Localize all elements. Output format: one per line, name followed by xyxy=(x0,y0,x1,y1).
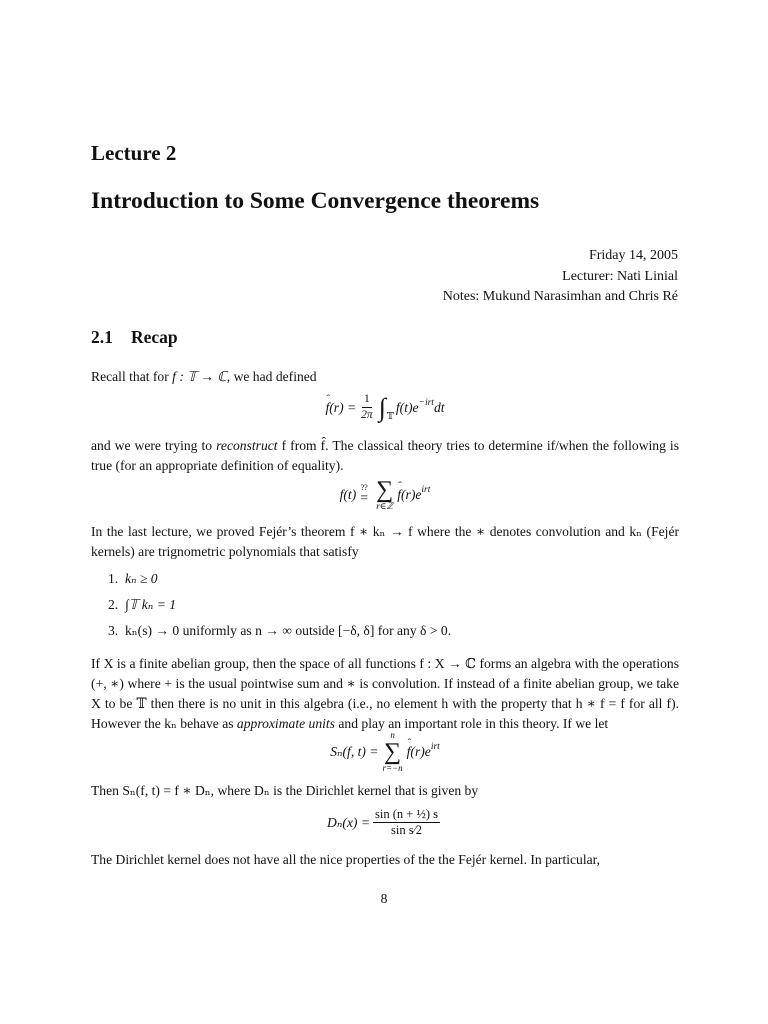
sum-index: r=−n xyxy=(382,763,403,773)
eq-question-marks: ?? xyxy=(360,482,368,492)
page-title: Introduction to Some Convergence theorems xyxy=(91,188,540,214)
eq-lhs: ˆ f(r) = xyxy=(325,400,356,416)
text-run: Recall that for xyxy=(91,369,173,384)
list-number: 2. xyxy=(108,597,119,612)
integral-sign-icon: ∫ xyxy=(378,392,386,422)
eq-lhs: f(t) xyxy=(339,486,357,502)
list-item xyxy=(108,592,451,618)
list-text: kₙ ≥ 0 xyxy=(125,571,158,586)
text-run: f from f̂. The classical theory tries to determine if/when the following is true (for an appropriate definition of equality). xyxy=(91,438,679,473)
paragraph-algebra xyxy=(91,654,679,734)
eq-exponent: irt xyxy=(430,742,440,752)
eq-fraction xyxy=(359,393,375,422)
list-number: 1. xyxy=(108,571,119,586)
eq-body: ˆ f(r)e xyxy=(407,744,431,760)
eq-fraction xyxy=(373,808,440,837)
lecturer: Lecturer: Nati Linial xyxy=(562,268,678,284)
eq-body: ˆ f(r)e xyxy=(397,487,421,503)
list-text: kₙ(s) → 0 uniformly as n → ∞ outside [−δ, δ] for any δ > 0. xyxy=(125,623,452,638)
frac-denominator: sin s⁄2 xyxy=(391,823,422,837)
section-title: Recap xyxy=(131,327,178,347)
sigma-icon: ∑ xyxy=(384,739,402,765)
summation xyxy=(376,478,393,511)
lecture-label: Lecture 2 xyxy=(91,141,177,165)
text-run: If X is a finite abelian group, then the space of all functions f : X → ℂ forms an algebra with the operations (+, ∗) where + is the usual pointwise sum and ∗ is convolution. If instead of a finite abelian group, we take X to be 𝕋 then there is no unit in this algebra (i.e., no element h with the property that h ∗ f = f for all f). However the kₙ behave as xyxy=(91,656,679,731)
section-heading xyxy=(91,327,178,348)
summation xyxy=(383,731,403,773)
equation-dirichlet-kernel xyxy=(91,808,679,837)
list-item xyxy=(108,618,451,644)
list-text: ∫𝕋 kₙ = 1 xyxy=(125,597,177,612)
paragraph-reconstruct xyxy=(91,436,679,476)
list-item xyxy=(108,566,451,592)
text-run: and we were trying to xyxy=(91,438,217,453)
paragraph-recall xyxy=(91,367,679,387)
text-run: and play an important role in this theory. If we let xyxy=(334,716,609,731)
paragraph-dirichlet: Then Sₙ(f, t) = f ∗ Dₙ, where Dₙ is the Dirichlet kernel that is given by xyxy=(91,783,479,798)
paragraph-fejer: In the last lecture, we proved Fejér’s theorem f ∗ kₙ → f where the ∗ denotes convolution and kₙ (Fejér kernels) are trignometric polynomials that satisfy xyxy=(91,524,679,559)
section-number: 2.1 xyxy=(91,327,113,347)
text-run: , we had defined xyxy=(226,369,317,384)
frac-numerator: sin (n + ½) s xyxy=(375,807,438,821)
lecture-date: Friday 14, 2005 xyxy=(588,248,678,263)
eq-exponent: −irt xyxy=(418,397,434,408)
paragraph-closing: The Dirichlet kernel does not have all the nice properties of the the Fejér kernel. In particular, xyxy=(91,852,601,867)
eq-exponent: irt xyxy=(421,484,431,495)
property-list xyxy=(108,566,451,644)
equation-partial-sum xyxy=(91,731,679,773)
emphasis-approximate-units: approximate units xyxy=(236,716,335,731)
lecture-meta xyxy=(443,246,678,308)
equation-fourier-coefficient xyxy=(91,393,679,422)
eq-lhs: Dₙ(x) = xyxy=(327,814,371,830)
page-number: 8 xyxy=(380,891,388,906)
math-inline: f : 𝕋 → ℂ xyxy=(172,369,227,384)
sum-upper: n xyxy=(390,730,395,740)
eq-body: f(t)e xyxy=(395,399,419,415)
sum-index: r∈ℤ xyxy=(376,501,394,511)
sigma-icon: ∑ xyxy=(376,477,394,503)
notes-authors: Notes: Mukund Narasimhan and Chris Ré xyxy=(442,289,678,304)
frac-denominator: 2π xyxy=(361,409,373,421)
integral-domain: 𝕋 xyxy=(386,412,394,422)
frac-numerator: 1 xyxy=(362,393,372,408)
eq-differential: dt xyxy=(433,399,445,415)
list-number: 3. xyxy=(108,623,119,638)
emphasis-reconstruct: reconstruct xyxy=(216,438,278,453)
questioned-equality xyxy=(360,484,368,506)
eq-relation: = xyxy=(360,490,369,506)
eq-lhs: Sₙ(f, t) = xyxy=(330,744,379,759)
equation-fourier-series xyxy=(91,478,679,511)
